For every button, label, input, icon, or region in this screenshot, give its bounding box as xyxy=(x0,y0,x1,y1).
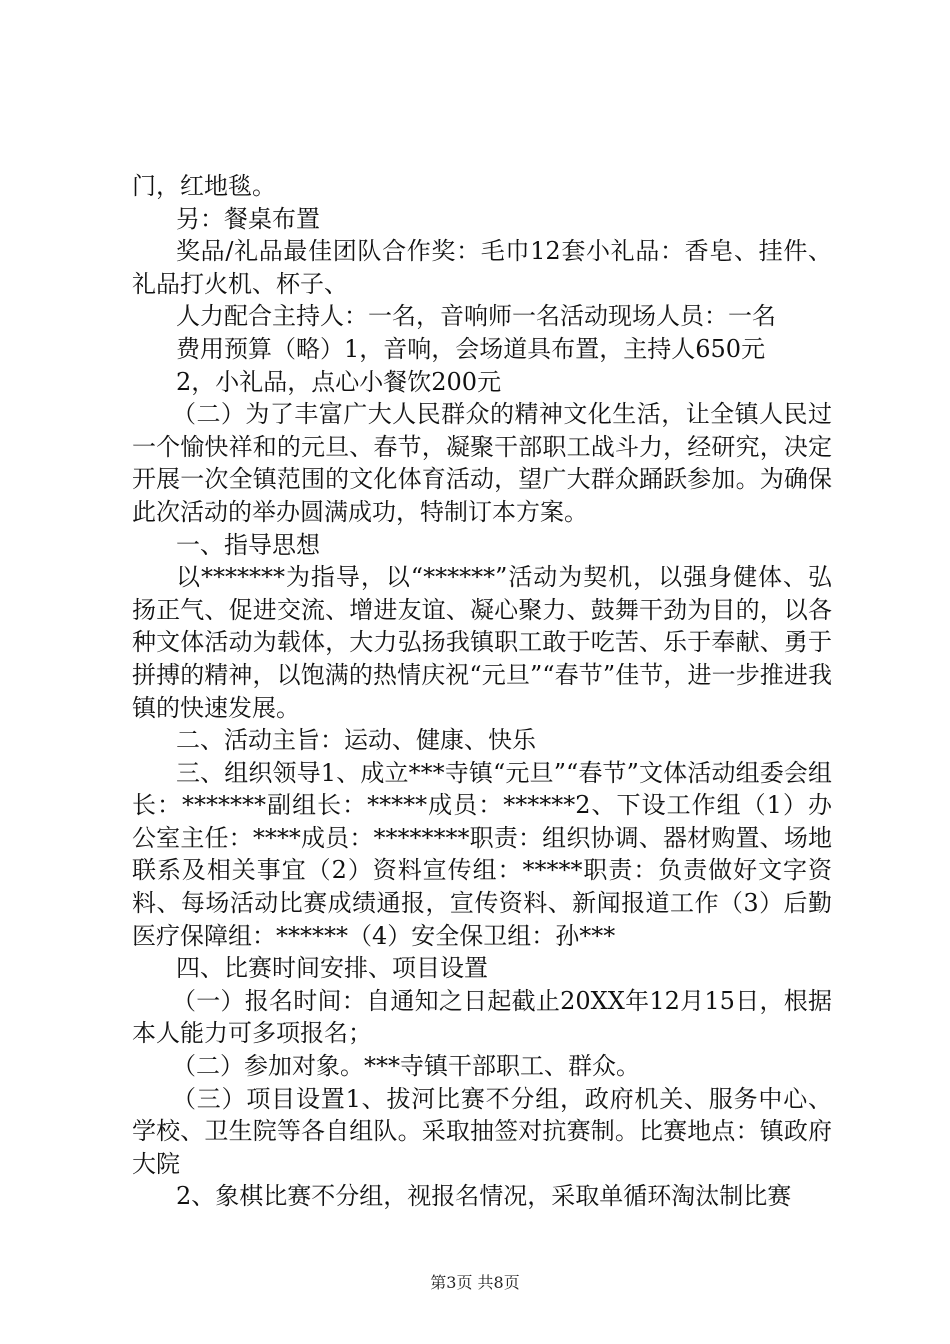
paragraph-carpet: 门，红地毯。 xyxy=(132,172,276,200)
paragraph-section-two-intro: （二）为了丰富广大人民群众的精神文化生活，让全镇人民过一个愉快祥和的元旦、春节，凝聚干部职工战斗力，经研究，决定开展一次全镇范围的文化体育活动，望广大群众踊跃参加。为确保此次活动的举办圆满成功，特制订本方案。 xyxy=(132,400,832,526)
paragraph-budget-1: 费用预算（略）1，音响，会场道具布置，主持人650元 xyxy=(176,334,766,363)
paragraph-budget-2: 2，小礼品，点心小餐饮200元 xyxy=(176,367,502,396)
page-footer: 第3页 共8页 xyxy=(430,1273,520,1292)
paragraph-tug-of-war: （三）项目设置1、拔河比赛不分组，政府机关、服务中心、学校、卫生院等各自组队。采取抽签对抗赛制。比赛地点：镇政府大院 xyxy=(132,1084,832,1178)
paragraph-prizes: 奖品/礼品最佳团队合作奖：毛巾12套小礼品：香皂、挂件、礼品打火机、杯子、 xyxy=(132,237,832,298)
paragraph-staffing: 人力配合主持人：一名，音响师一名活动现场人员：一名 xyxy=(176,302,776,331)
paragraph-table-layout: 另：餐桌布置 xyxy=(176,204,320,233)
document-body xyxy=(132,170,832,1213)
paragraph-guiding-thought: 以*******为指导，以“******”活动为契机，以强身健体、弘扬正气、促进交流、增进友谊、凝心聚力、鼓舞干劲为目的，以各种文体活动为载体，大力弘扬我镇职工敢于吃苦、乐于奉献、勇于拼搏的精神，以饱满的热情庆祝“元旦”“春节”佳节，进一步推进我镇的快速发展。 xyxy=(132,563,832,722)
heading-guiding-thought: 一、指导思想 xyxy=(176,530,320,559)
paragraph-chess: 2、象棋比赛不分组，视报名情况，采取单循环淘汰制比赛 xyxy=(176,1182,792,1211)
paragraph-registration-time: （一）报名时间：自通知之日起截止20XX年12月15日，根据本人能力可多项报名； xyxy=(132,986,832,1048)
heading-activity-theme: 二、活动主旨：运动、健康、快乐 xyxy=(176,726,536,755)
paragraph-participants: （二）参加对象。***寺镇干部职工、群众。 xyxy=(172,1052,640,1081)
heading-schedule: 四、比赛时间安排、项目设置 xyxy=(176,954,488,983)
paragraph-organization: 三、组织领导1、成立***寺镇“元旦”“春节”文体活动组委会组长：*******副组长：*****成员：******2、下设工作组（1）办公室主任：****成员：********职责：组织协调、器材购置、场地联系及相关事宜（2）资料宣传组：*****职责：负责做好文字资料、每场活动比赛成绩通报，宣传资料、新闻报道工作（3）后勤医疗保障组：******（4）安全保卫组：孙*** xyxy=(132,758,832,950)
